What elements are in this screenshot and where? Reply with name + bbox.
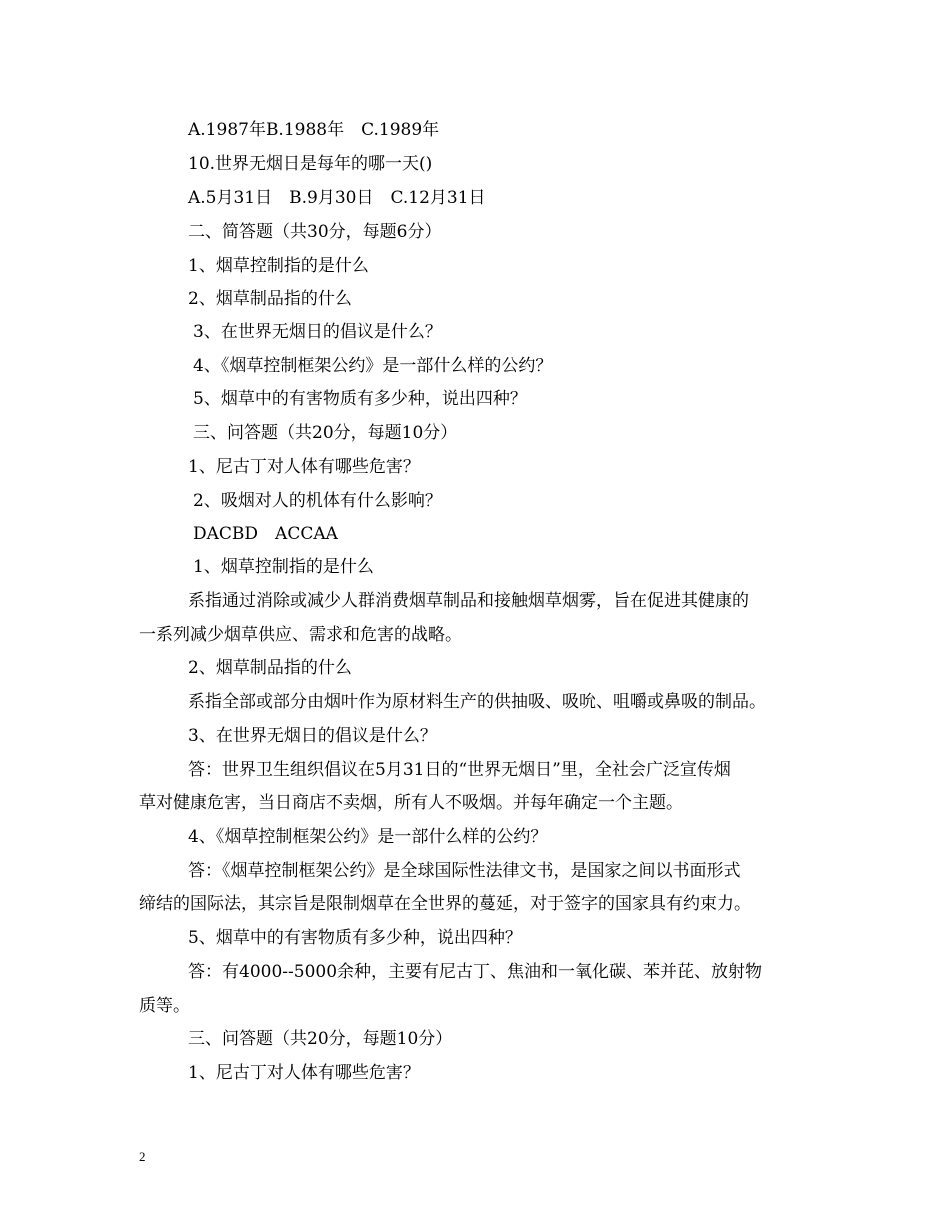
answer-heading-3: 3、在世界无烟日的倡议是什么？ (188, 726, 437, 746)
answer-1-line-1: 系指通过消除或减少人群消费烟草制品和接触烟草烟雾，旨在促进其健康的 (188, 591, 749, 611)
answer-3-line-1: 答：世界卫生组织倡议在5月31日的“世界无烟日”里，全社会广泛宣传烟 (188, 760, 731, 780)
answer-1-line-2: 一系列减少烟草供应、需求和危害的战略。 (139, 625, 462, 645)
essay-question-2: 2、吸烟对人的机体有什么影响？ (193, 491, 442, 511)
short-question-2: 2、烟草制品指的什么 (188, 289, 352, 309)
page-number: 2 (139, 1149, 146, 1164)
answer-5-line-1: 答：有4000--5000余种，主要有尼古丁、焦油和一氧化碳、苯并芘、放射物 (188, 962, 763, 982)
option-line-q9: A.1987年B.1988年 C.1989年 (188, 120, 440, 140)
question-10: 10.世界无烟日是每年的哪一天() (188, 154, 433, 174)
answer-heading-2: 2、烟草制品指的什么 (188, 658, 352, 678)
answer-2-line-1: 系指全部或部分由烟叶作为原材料生产的供抽吸、吸吮、咀嚼或鼻吸的制品。 (188, 692, 766, 712)
answer-key: DACBD ACCAA (193, 524, 338, 544)
short-question-5: 5、烟草中的有害物质有多少种，说出四种？ (193, 389, 527, 409)
answer-heading-1: 1、烟草控制指的是什么 (193, 557, 374, 577)
essay-question-1-repeat: 1、尼古丁对人体有哪些危害？ (188, 1063, 420, 1083)
section-heading-essay-repeat: 三、问答题（共20分，每题10分） (188, 1029, 453, 1049)
short-question-3: 3、在世界无烟日的倡议是什么？ (193, 322, 442, 342)
short-question-4: 4、《烟草控制框架公约》是一部什么样的公约？ (193, 356, 553, 376)
answer-heading-5: 5、烟草中的有害物质有多少种，说出四种？ (188, 928, 522, 948)
answer-heading-4: 4、《烟草控制框架公约》是一部什么样的公约？ (188, 827, 548, 847)
option-line-q10: A.5月31日 B.9月30日 C.12月31日 (188, 188, 486, 208)
answer-3-line-2: 草对健康危害，当日商店不卖烟，所有人不吸烟。并每年确定一个主题。 (139, 793, 683, 813)
answer-4-line-2: 缔结的国际法，其宗旨是限制烟草在全世界的蔓延，对于签字的国家具有约束力。 (139, 894, 751, 914)
section-heading-essay: 三、问答题（共20分，每题10分） (193, 423, 458, 443)
answer-5-line-2: 质等。 (139, 996, 190, 1016)
section-heading-short-answer: 二、简答题（共30分，每题6分） (188, 222, 442, 242)
essay-question-1: 1、尼古丁对人体有哪些危害？ (188, 457, 420, 477)
short-question-1: 1、烟草控制指的是什么 (188, 256, 369, 276)
answer-4-line-1: 答：《烟草控制框架公约》是全球国际性法律文书，是国家之间以书面形式 (188, 861, 741, 881)
